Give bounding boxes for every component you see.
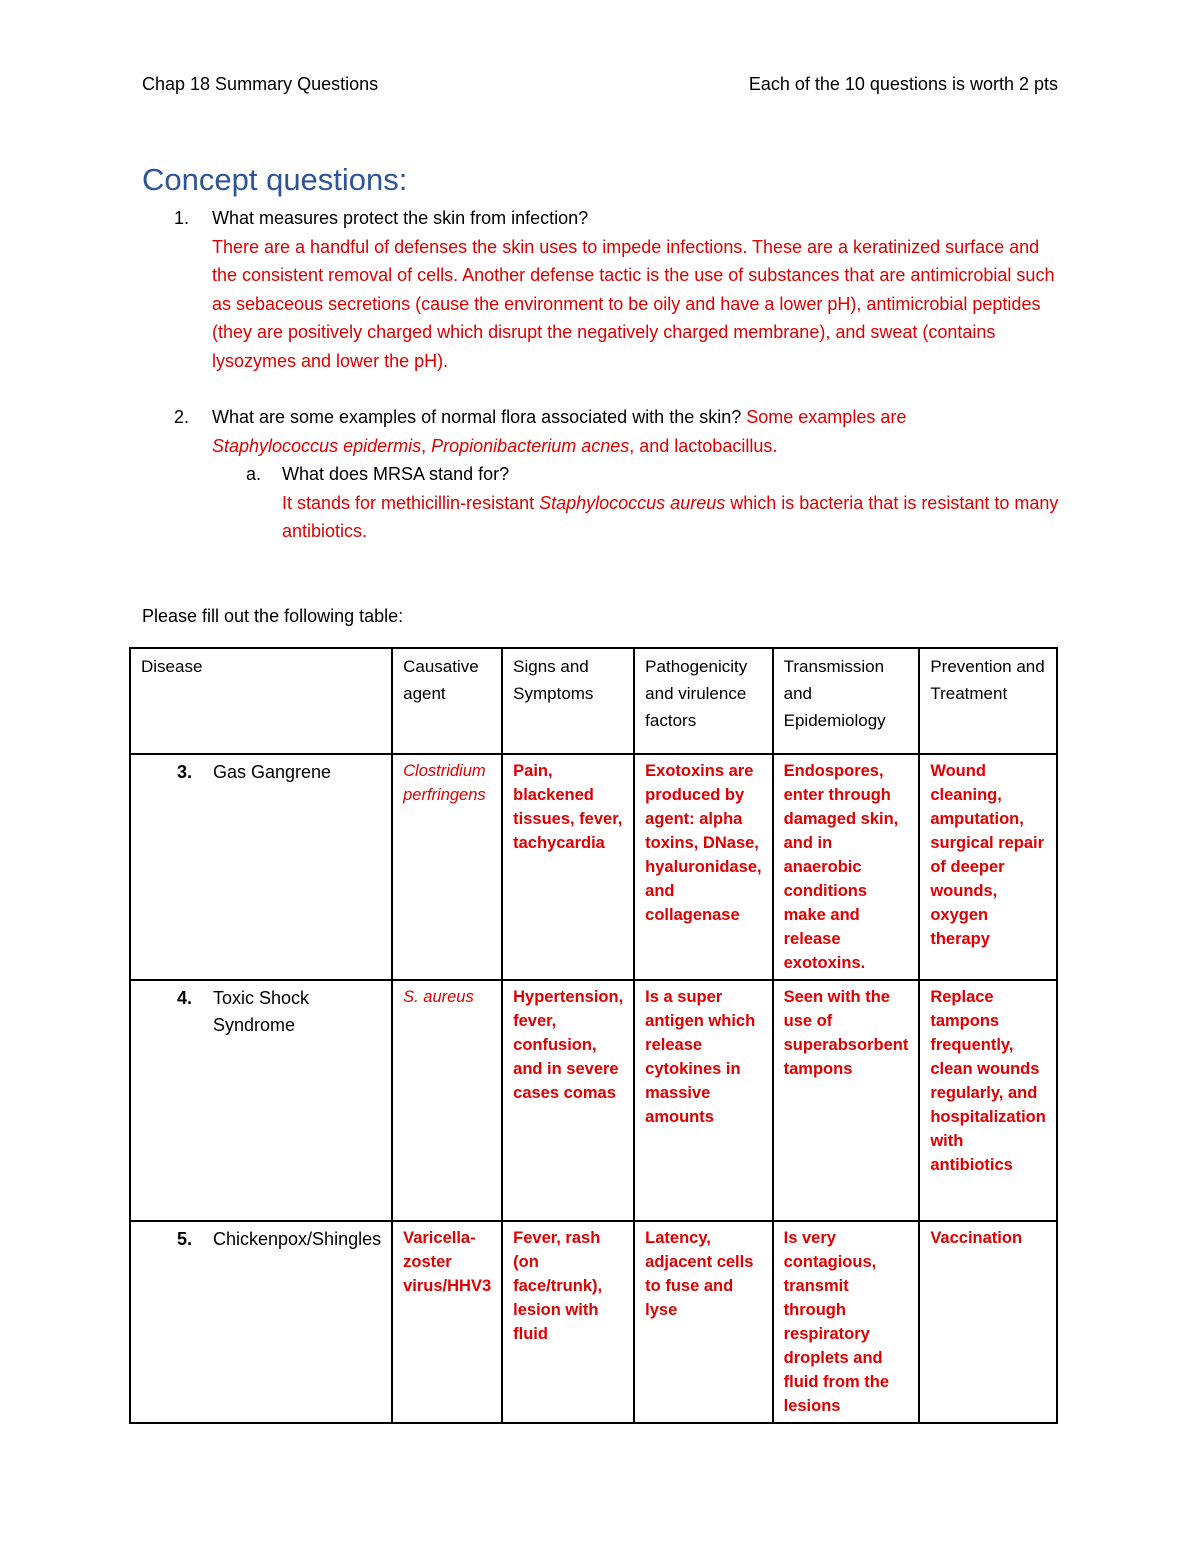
question-text: What are some examples of normal flora associated with the skin?	[212, 407, 742, 427]
disease-name: Gas Gangrene	[213, 762, 332, 782]
table-intro: Please fill out the following table:	[142, 606, 404, 626]
signs-cell: Hypertension, fever, confusion, and in severe cases comas	[502, 980, 634, 1221]
header-pathogenicity: Pathogenicity and virulence factors	[634, 648, 772, 754]
header-prevention: Prevention and Treatment	[919, 648, 1057, 754]
answer-comma: ,	[421, 435, 427, 456]
species-2: Propionibacterium acnes	[431, 435, 630, 456]
header-right: Each of the 10 questions is worth 2 pts	[748, 74, 1058, 94]
transmission-cell: Seen with the use of superabsorbent tampons	[773, 980, 920, 1221]
disease-cell	[130, 1221, 392, 1423]
agent-cell: S. aureus	[392, 980, 502, 1221]
signs-cell: Fever, rash (on face/trunk), lesion with fluid	[502, 1221, 634, 1423]
disease-name: Toxic Shock Syndrome	[213, 988, 310, 1035]
species-1: Staphylococcus epidermis	[212, 435, 422, 456]
table-row	[130, 1221, 1057, 1423]
question-body	[282, 460, 1072, 546]
species: Staphylococcus aureus	[539, 492, 726, 513]
pathogenicity-cell: Exotoxins are produced by agent: alpha toxins, DNase, hyaluronidase, and collagenase	[634, 754, 772, 980]
section-heading: Concept questions:	[142, 162, 408, 197]
prevention-cell: Wound cleaning, amputation, surgical repair of deeper wounds, oxygen therapy	[919, 754, 1057, 980]
question-text: What measures protect the skin from infection?	[212, 208, 589, 228]
disease-cell	[130, 980, 392, 1221]
disease-number: 5.	[177, 1229, 193, 1249]
header-signs-symptoms: Signs and Symptoms	[502, 648, 634, 754]
header-transmission: Transmission and Epidemiology	[773, 648, 920, 754]
disease-number: 4.	[177, 988, 193, 1008]
transmission-cell: Is very contagious, transmit through respiratory droplets and fluid from the lesions	[773, 1221, 920, 1423]
header-disease: Disease	[130, 648, 392, 754]
prevention-cell: Replace tampons frequently, clean wounds regularly, and hospitalization with antibiotics	[919, 980, 1057, 1221]
disease-name: Chickenpox/Shingles	[213, 1229, 382, 1249]
question-number: 2.	[174, 407, 190, 427]
header-causative-agent: Causative agent	[392, 648, 502, 754]
table-header-row	[130, 648, 1057, 754]
question-body	[212, 403, 1062, 460]
disease-cell	[130, 754, 392, 980]
question-body	[212, 204, 1062, 375]
table-row	[130, 980, 1057, 1221]
question-number: 1.	[174, 208, 190, 228]
question-text: What does MRSA stand for?	[282, 464, 510, 484]
pathogenicity-cell: Latency, adjacent cells to fuse and lyse	[634, 1221, 772, 1423]
agent-cell: Clostridium perfringens	[392, 754, 502, 980]
prevention-cell: Vaccination	[919, 1221, 1057, 1423]
disease-number: 3.	[177, 762, 193, 782]
agent-cell: Varicella-zoster virus/HHV3	[392, 1221, 502, 1423]
signs-cell: Pain, blackened tissues, fever, tachycardia	[502, 754, 634, 980]
header-left: Chap 18 Summary Questions	[142, 74, 379, 94]
answer-lead: Some examples are	[746, 407, 907, 427]
table-row	[130, 754, 1057, 980]
answer-text: There are a handful of defenses the skin uses to impede infections. These are a keratinized surface and the consistent removal of cells. Another defense tactic is the use of substances that are antimicrobial such as sebaceous secretions (cause the environment to be oily and have a lower pH), antimicrobial peptides (they are positively charged which disrupt the negatively charged membrane), and sweat (contains lysozymes and lower the pH).	[212, 236, 1055, 371]
answer-lead: It stands for methicillin-resistant	[282, 492, 535, 513]
question-number: a.	[246, 464, 262, 484]
pathogenicity-cell: Is a super antigen which release cytokines in massive amounts	[634, 980, 772, 1221]
answer-text	[282, 489, 1072, 546]
disease-table	[129, 647, 1058, 1424]
answer-tail: which is bacteria that is resistant to many antibiotics.	[282, 492, 1059, 541]
answer-tail: , and lactobacillus.	[629, 435, 778, 456]
transmission-cell: Endospores, enter through damaged skin, and in anaerobic conditions make and release exotoxins.	[773, 754, 920, 980]
